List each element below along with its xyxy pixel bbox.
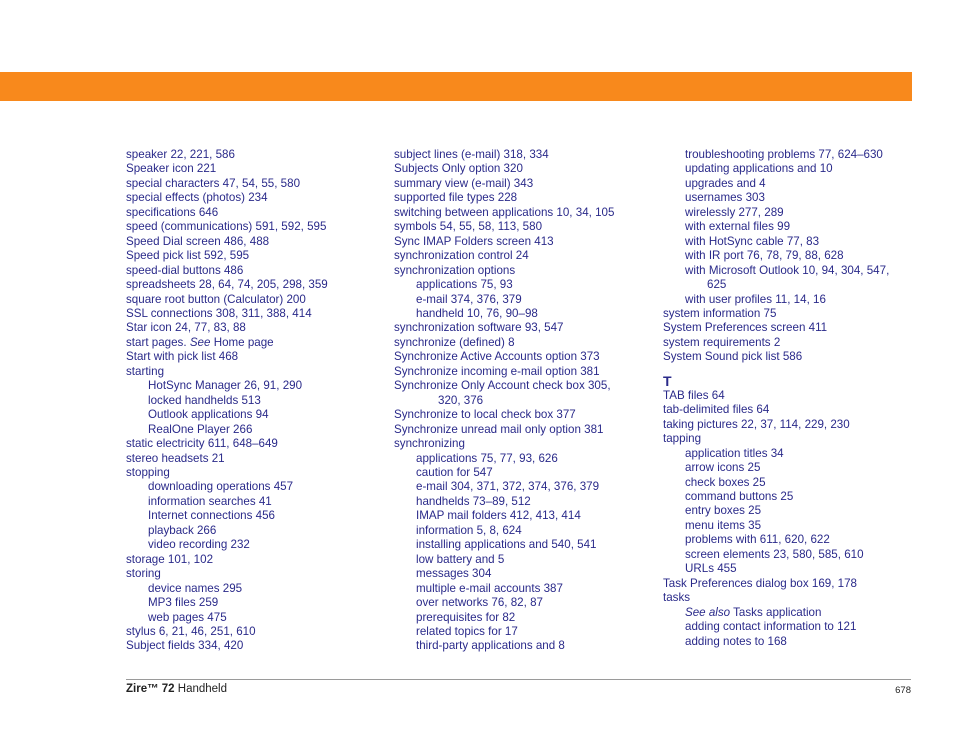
- index-entry: synchronization options: [394, 263, 516, 277]
- index-subentry: e-mail 304, 371, 372, 374, 376, 379: [416, 480, 600, 494]
- index-subentry: e-mail 374, 376, 379: [416, 292, 522, 306]
- index-subentry: with HotSync cable 77, 83: [685, 234, 820, 248]
- index-entry: System Sound pick list 586: [663, 350, 803, 364]
- index-entry: stopping: [126, 465, 170, 479]
- index-entry: Star icon 24, 77, 83, 88: [126, 321, 246, 335]
- index-subentry: related topics for 17: [416, 624, 518, 638]
- index-subentry: Outlook applications 94: [148, 408, 269, 422]
- index-subentry: command buttons 25: [685, 489, 794, 503]
- index-subentry: installing applications and 540, 541: [416, 538, 597, 552]
- index-entry: Subjects Only option 320: [394, 162, 523, 176]
- entry-text: start pages.: [126, 335, 187, 349]
- index-subentry: with user profiles 11, 14, 16: [685, 292, 826, 306]
- index-subentry: downloading operations 457: [148, 480, 294, 494]
- index-entry: symbols 54, 55, 58, 113, 580: [394, 220, 543, 234]
- index-column-2: [394, 148, 614, 654]
- index-entry: Synchronize incoming e-mail option 381: [394, 364, 600, 378]
- index-entry: System Preferences screen 411: [663, 321, 828, 335]
- index-subentry: messages 304: [416, 567, 492, 581]
- index-entry: starting: [126, 364, 165, 378]
- index-entry: storing: [126, 567, 161, 581]
- index-entry: tapping: [663, 432, 702, 446]
- index-subentry: MP3 files 259: [148, 596, 219, 610]
- index-subentry: applications 75, 77, 93, 626: [416, 451, 558, 465]
- index-subentry: over networks 76, 82, 87: [416, 596, 543, 610]
- header-banner: [0, 72, 912, 101]
- index-subentry: prerequisites for 82: [416, 610, 516, 624]
- footer-title: [126, 683, 227, 695]
- see-reference: See: [189, 335, 211, 349]
- index-entry: Speed pick list 592, 595: [126, 249, 250, 263]
- index-entry: spreadsheets 28, 64, 74, 205, 298, 359: [126, 278, 328, 292]
- index-subentry: locked handhelds 513: [148, 393, 261, 407]
- index-entry: square root button (Calculator) 200: [126, 292, 306, 306]
- index-entry: Start with pick list 468: [126, 350, 239, 364]
- index-subentry: information searches 41: [148, 494, 272, 508]
- index-entry: Synchronize Only Account check box 305,: [394, 379, 611, 393]
- index-column-3: [663, 148, 889, 649]
- index-subentry: adding contact information to 121: [685, 620, 857, 634]
- index-subentry: information 5, 8, 624: [416, 523, 522, 537]
- index-entry: static electricity 611, 648–649: [126, 437, 278, 451]
- index-entry: synchronizing: [394, 437, 465, 451]
- index-subentry: low battery and 5: [416, 552, 505, 566]
- index-subentry: multiple e-mail accounts 387: [416, 581, 563, 595]
- index-subentry: Internet connections 456: [148, 509, 275, 523]
- index-subentry: handhelds 73–89, 512: [416, 494, 531, 508]
- footer-suffix: Handheld: [174, 683, 228, 695]
- footer-product: Zire™ 72: [126, 683, 175, 695]
- index-entry: speed-dial buttons 486: [126, 263, 244, 277]
- index-subentry: device names 295: [148, 581, 243, 595]
- index-entry: switching between applications 10, 34, 105: [394, 205, 615, 219]
- index-subentry: updating applications and 10: [685, 162, 833, 176]
- index-subentry: HotSync Manager 26, 91, 290: [148, 379, 303, 393]
- index-entry: Speaker icon 221: [126, 162, 217, 176]
- index-entry: Sync IMAP Folders screen 413: [394, 234, 554, 248]
- index-entry: Subject fields 334, 420: [126, 639, 244, 653]
- index-entry: tasks: [663, 591, 691, 605]
- index-entry: special characters 47, 54, 55, 580: [126, 176, 301, 190]
- index-subentry: problems with 611, 620, 622: [685, 533, 830, 547]
- index-subentry: wirelessly 277, 289: [685, 205, 784, 219]
- index-entry: system information 75: [663, 306, 777, 320]
- index-subentry: check boxes 25: [685, 475, 766, 489]
- index-entry: summary view (e-mail) 343: [394, 176, 534, 190]
- index-subentry: adding notes to 168: [685, 634, 787, 648]
- index-subentry: screen elements 23, 580, 585, 610: [685, 547, 864, 561]
- index-subentry: applications 75, 93: [416, 278, 513, 292]
- index-subentry: caution for 547: [416, 465, 493, 479]
- index-entry: supported file types 228: [394, 191, 518, 205]
- index-entry: stereo headsets 21: [126, 451, 225, 465]
- index-subentry: arrow icons 25: [685, 461, 761, 475]
- section-letter-heading: T: [663, 372, 672, 389]
- see-reference: See also: [685, 605, 731, 619]
- see-target: Home page: [210, 335, 274, 349]
- index-subentry: application titles 34: [685, 446, 784, 460]
- index-entry: SSL connections 308, 311, 388, 414: [126, 306, 312, 320]
- index-entry: storage 101, 102: [126, 552, 214, 566]
- index-entry: synchronize (defined) 8: [394, 335, 515, 349]
- index-subentry: troubleshooting problems 77, 624–630: [685, 148, 883, 161]
- index-subentry: IMAP mail folders 412, 413, 414: [416, 509, 581, 523]
- index-entry: TAB files 64: [663, 388, 725, 402]
- index-subentry: playback 266: [148, 523, 217, 537]
- footer-divider: [126, 679, 911, 680]
- index-continuation: 320, 376: [438, 393, 484, 407]
- index-entry: [126, 336, 328, 350]
- page-number: 678: [895, 685, 911, 696]
- index-subentry: video recording 232: [148, 538, 250, 552]
- index-continuation: 625: [707, 278, 727, 292]
- index-entry: Task Preferences dialog box 169, 178: [663, 576, 857, 590]
- index-subentry: usernames 303: [685, 191, 765, 205]
- index-entry: subject lines (e-mail) 318, 334: [394, 148, 549, 161]
- index-subentry: URLs 455: [685, 562, 737, 576]
- index-entry: Speed Dial screen 486, 488: [126, 234, 270, 248]
- index-entry: taking pictures 22, 37, 114, 229, 230: [663, 417, 850, 431]
- index-subentry: RealOne Player 266: [148, 422, 253, 436]
- index-subentry: third-party applications and 8: [416, 639, 565, 653]
- index-entry: synchronization control 24: [394, 249, 529, 263]
- index-subentry: with Microsoft Outlook 10, 94, 304, 547,: [685, 263, 890, 277]
- index-subentry: with IR port 76, 78, 79, 88, 628: [685, 249, 844, 263]
- index-subentry: with external files 99: [685, 220, 791, 234]
- index-entry: stylus 6, 21, 46, 251, 610: [126, 624, 256, 638]
- index-subentry: upgrades and 4: [685, 176, 766, 190]
- index-subentry: web pages 475: [148, 610, 227, 624]
- index-subentry: handheld 10, 76, 90–98: [416, 306, 538, 320]
- index-column-1: [126, 148, 328, 654]
- index-entry: speed (communications) 591, 592, 595: [126, 220, 327, 234]
- index-entry: Synchronize Active Accounts option 373: [394, 350, 600, 364]
- index-entry: synchronization software 93, 547: [394, 321, 564, 335]
- index-entry: Synchronize unread mail only option 381: [394, 422, 604, 436]
- index-entry: system requirements 2: [663, 335, 781, 349]
- index-entry: special effects (photos) 234: [126, 191, 268, 205]
- index-subentry: [663, 606, 889, 620]
- index-subentry: entry boxes 25: [685, 504, 762, 518]
- index-entry: tab-delimited files 64: [663, 403, 770, 417]
- see-target: Tasks application: [730, 605, 822, 619]
- index-entry: Synchronize to local check box 377: [394, 408, 576, 422]
- index-entry: speaker 22, 221, 586: [126, 148, 235, 161]
- index-subentry: menu items 35: [685, 518, 762, 532]
- index-entry: specifications 646: [126, 205, 219, 219]
